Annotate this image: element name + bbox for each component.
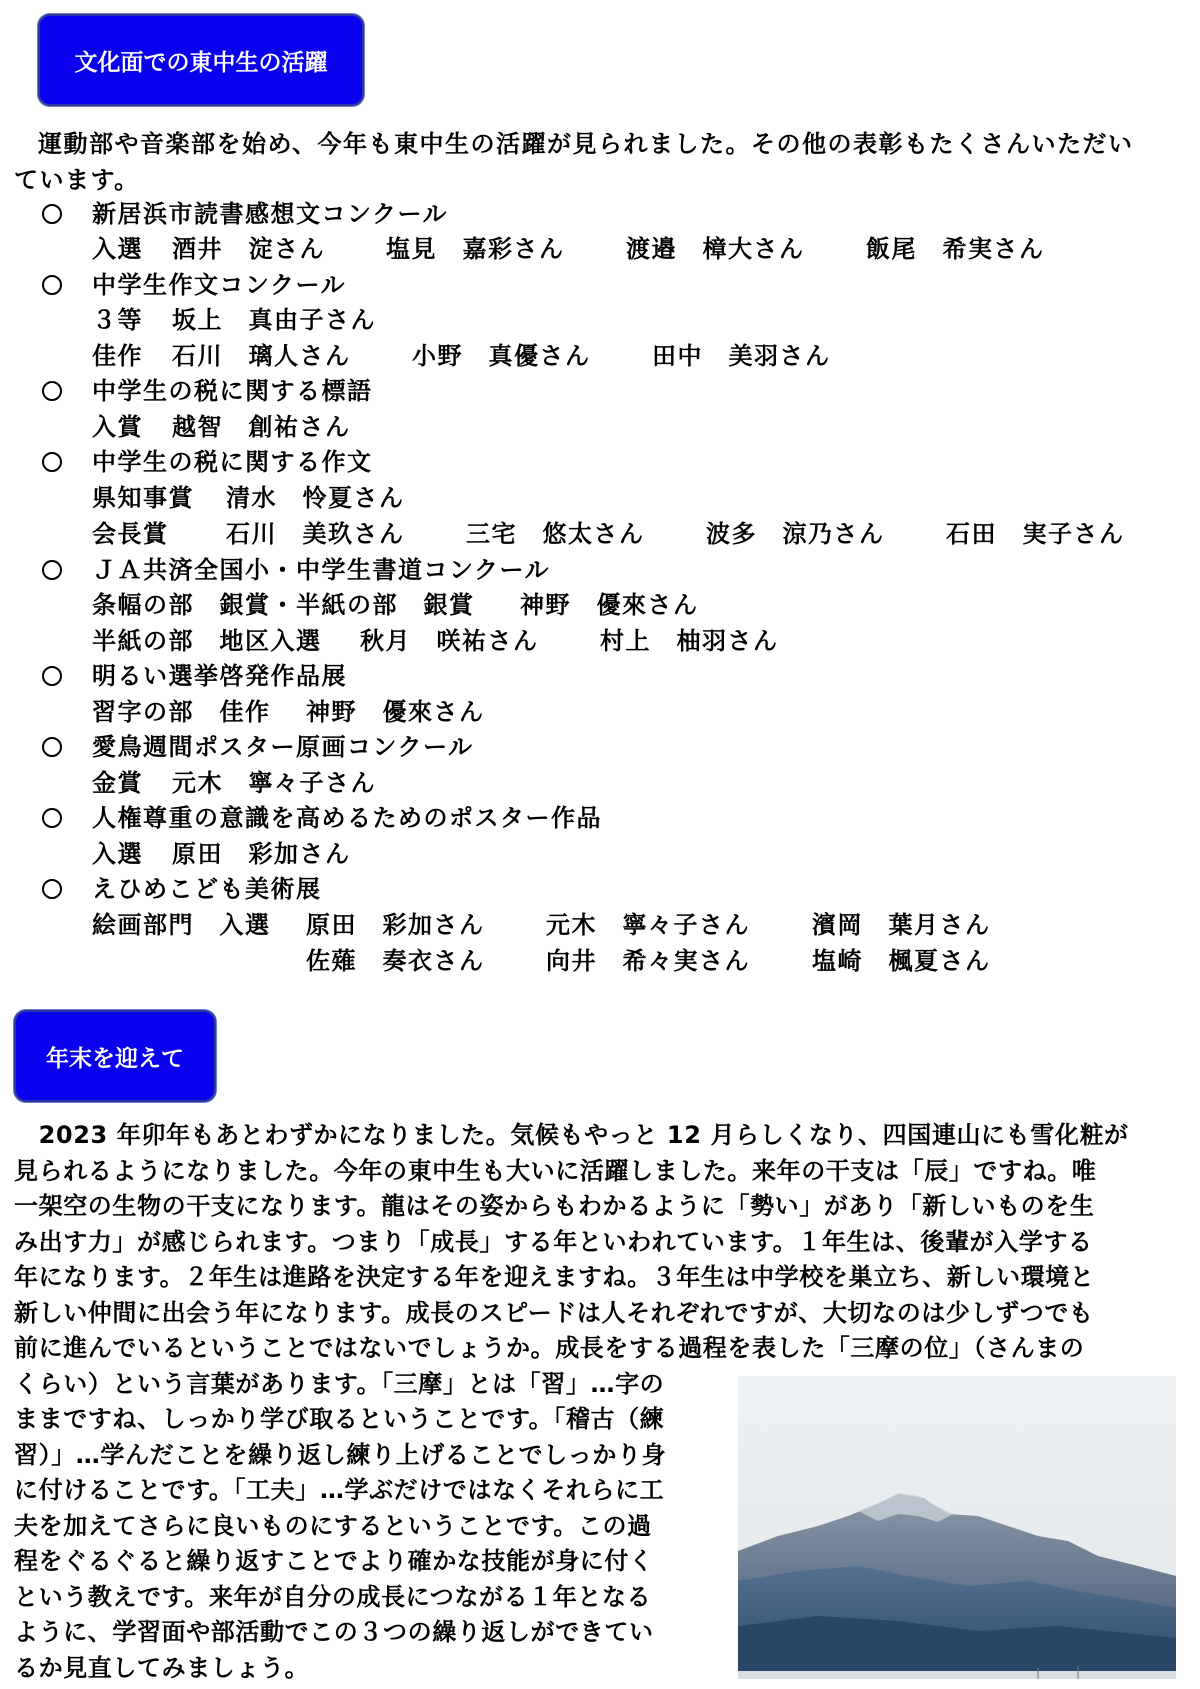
award-label: 県知事賞 xyxy=(92,484,194,512)
award-label: 絵画部門 入選 xyxy=(92,911,271,939)
award-winner: 原田 彩加さん xyxy=(172,840,351,868)
award-title: 愛鳥週間ポスター原画コンクール xyxy=(92,733,474,761)
award-title: 中学生作文コンクール xyxy=(92,271,347,299)
award-winner: 田中 美羽さん xyxy=(652,342,831,370)
paragraph-line: み出す力」が感じられます。つまり「成長」する年といわれています。１年生は、後輩が入学する xyxy=(14,1228,1093,1256)
award-label: 入賞 xyxy=(92,413,143,441)
paragraph-line: に付けることです。「工夫」…学ぶだけではなくそれらに工 xyxy=(14,1476,665,1504)
circle-bullet-icon xyxy=(42,666,62,686)
award-winner: 原田 彩加さん xyxy=(306,911,485,939)
intro-line-2: ています。 xyxy=(14,166,140,194)
award-winner: 元木 寧々子さん xyxy=(172,769,376,797)
award-winner: 飯尾 希実さん xyxy=(866,235,1045,263)
award-label: 半紙の部 地区入選 xyxy=(92,627,322,655)
paragraph-line: 夫を加えてさらに良いものにするということです。この過 xyxy=(14,1512,652,1540)
circle-bullet-icon xyxy=(42,560,62,580)
award-winner: 向井 希々実さん xyxy=(546,947,750,975)
award-winner: 佐薙 奏衣さん xyxy=(306,947,485,975)
award-winner: 波多 涼乃さん xyxy=(706,520,885,548)
award-winner: 村上 柚羽さん xyxy=(600,627,779,655)
paragraph-line: 前に進んでいるということではないでしょうか。成長をする過程を表した「三摩の位」（さんまの xyxy=(14,1334,1085,1362)
award-title: ＪＡ共済全国小・中学生書道コンクール xyxy=(92,556,551,584)
award-title: えひめこども美術展 xyxy=(92,875,322,903)
paragraph-line: 見られるようになりました。今年の東中生も大いに活躍しました。来年の干支は「辰」ですね。唯 xyxy=(14,1157,1097,1185)
award-title: 人権尊重の意識を高めるためのポスター作品 xyxy=(92,804,602,832)
award-winner: 越智 創祐さん xyxy=(172,413,351,441)
award-label: 入選 xyxy=(92,840,143,868)
award-label: ３等 xyxy=(92,306,143,334)
paragraph-line: 年になります。２年生は進路を決定する年を迎えますね。３年生は中学校を巣立ち、新しい環境と xyxy=(14,1263,1095,1291)
intro-line-1: 運動部や音楽部を始め、今年も東中生の活躍が見られました。その他の表彰もたくさんいただい xyxy=(38,130,1134,158)
award-winner: 石川 美玖さん xyxy=(226,520,405,548)
award-winner: 石川 璃人さん xyxy=(172,342,351,370)
award-title: 中学生の税に関する標語 xyxy=(92,377,373,405)
paragraph-line: 程をぐるぐると繰り返すことでより確かな技能が身に付く xyxy=(14,1547,654,1575)
award-winner: 塩見 嘉彩さん xyxy=(386,235,565,263)
paragraph-line: 習）」…学んだことを繰り返し練り上げることでしっかり身 xyxy=(14,1441,667,1469)
award-label: 会長賞 xyxy=(92,520,169,548)
award-winner: 渡邉 樟大さん xyxy=(626,235,805,263)
section-heading-culture-text: 文化面での東中生の活躍 xyxy=(74,49,328,76)
section-heading-culture xyxy=(38,14,364,106)
award-winner: 秋月 咲祐さん xyxy=(360,627,539,655)
circle-bullet-icon xyxy=(42,737,62,757)
mountain-photo xyxy=(738,1376,1176,1679)
paragraph-line: るか見直してみましょう。 xyxy=(14,1654,310,1682)
award-winner: 酒井 淀さん xyxy=(172,235,325,263)
paragraph-line: くらい）という言葉があります。「三摩」とは「習」…字の xyxy=(14,1370,665,1398)
award-winner: 濱岡 葉月さん xyxy=(812,911,991,939)
award-winner: 清水 怜夏さん xyxy=(226,484,405,512)
award-winner: 神野 優來さん xyxy=(306,698,485,726)
paragraph-line: 一架空の生物の干支になります。龍はその姿からもわかるように「勢い」があり「新しいものを生 xyxy=(14,1192,1095,1220)
section-heading-year-end-text: 年末を迎えて xyxy=(46,1045,184,1072)
award-title: 中学生の税に関する作文 xyxy=(92,448,373,476)
award-label: 習字の部 佳作 xyxy=(92,698,271,726)
award-label: 入選 xyxy=(92,235,143,263)
circle-bullet-icon xyxy=(42,204,62,224)
award-winner: 神野 優來さん xyxy=(520,591,699,619)
award-winner: 小野 真優さん xyxy=(412,342,591,370)
award-title: 明るい選挙啓発作品展 xyxy=(92,662,347,690)
paragraph-line: という教えです。来年が自分の成長につながる１年となる xyxy=(14,1583,652,1611)
paragraph-line: 2023 年卯年もあとわずかになりました。気候もやっと 12 月らしくなり、四国連山にも雪化粧が xyxy=(14,1121,1129,1149)
award-label: 佳作 xyxy=(92,342,143,370)
circle-bullet-icon xyxy=(42,808,62,828)
circle-bullet-icon xyxy=(42,275,62,295)
circle-bullet-icon xyxy=(42,381,62,401)
award-winner: 三宅 悠太さん xyxy=(466,520,645,548)
award-label: 金賞 xyxy=(92,769,143,797)
award-winner: 塩崎 楓夏さん xyxy=(812,947,991,975)
award-winner: 坂上 真由子さん xyxy=(172,306,376,334)
award-label: 条幅の部 銀賞・半紙の部 銀賞 xyxy=(92,591,475,619)
award-winner: 石田 実子さん xyxy=(946,520,1125,548)
paragraph-line: ままですね、しっかり学び取るということです。「稽古（練 xyxy=(14,1405,665,1433)
circle-bullet-icon xyxy=(42,452,62,472)
circle-bullet-icon xyxy=(42,879,62,899)
paragraph-line: ように、学習面や部活動でこの３つの繰り返しができてい xyxy=(14,1618,654,1646)
award-title: 新居浜市読書感想文コンクール xyxy=(92,200,449,228)
award-winner: 元木 寧々子さん xyxy=(546,911,750,939)
paragraph-line: 新しい仲間に出会う年になります。成長のスピードは人それぞれですが、大切なのは少しずつでも xyxy=(14,1299,1094,1327)
section-heading-year-end xyxy=(14,1010,216,1102)
